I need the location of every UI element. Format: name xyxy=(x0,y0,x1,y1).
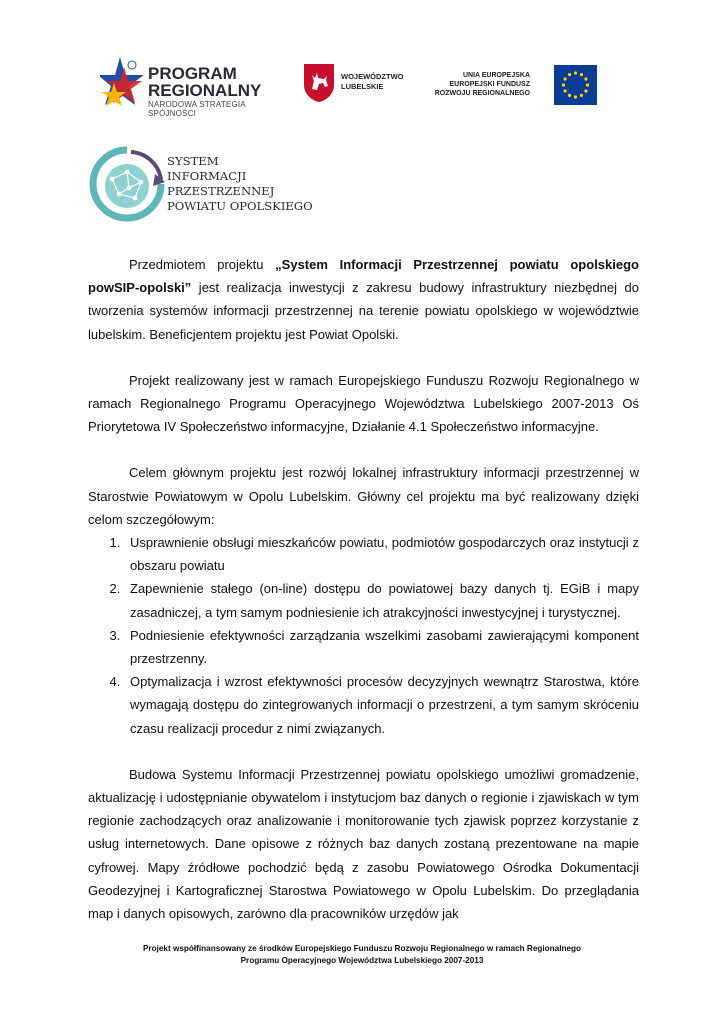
header-logos xyxy=(0,0,724,213)
p1-text-after: jest realizacja inwestycji z zakresu budowy infrastruktury niezbędnej do tworzenia systemów informacji przestrzennej na terenie powiatu opolskiego w województwie lubelskim. Beneficjentem projektu jest Powiat Opolski. xyxy=(88,280,639,342)
footer-cofinancing-note xyxy=(60,943,664,967)
wojewodztwo-line2: LUBELSKIE xyxy=(341,82,384,91)
program-regionalny-logo xyxy=(100,55,285,118)
sip-line2: INFORMACJI xyxy=(167,169,247,183)
paragraph-main-goal: Celem głównym projektu jest rozwój lokalnej infrastruktury informacji przestrzennej w Starostwie Powiatowym w Opolu Lubelskim. Główny cel projektu ma być realizowany dzięki celom szczegółowym: xyxy=(88,465,639,527)
sip-line1: SYSTEM xyxy=(167,154,219,168)
program-title-line2: REGIONALNY xyxy=(148,81,262,100)
p1-text-before: Przedmiotem projektu xyxy=(129,257,276,272)
eu-logo xyxy=(430,65,600,105)
footer-line1: Projekt współfinansowany ze środków Europejskiego Funduszu Rozwoju Regionalnego w ramach Regionalnego xyxy=(142,944,582,953)
project-name: „System Informacji Przestrzennej powiatu opolskiego powSIP-opolski” xyxy=(88,257,639,296)
program-subtitle: NARODOWA STRATEGIA SPÓJNOŚCI xyxy=(148,100,246,118)
paragraph-funding: Projekt realizowany jest w ramach Europejskiego Funduszu Rozwoju Regionalnego w ramach Regionalnego Programu Operacyjnego Województwa Lubelskiego 2007-2013 Oś Priorytetowa IV Społeczeństwo informacyjne, Działanie 4.1 Społeczeństwo informacyjne. xyxy=(88,372,639,435)
deer-shield-icon xyxy=(303,63,335,103)
globe-network-icon xyxy=(87,144,167,224)
paragraph-project-subject xyxy=(88,253,639,346)
sip-line4: POWIATU OPOLSKIEGO xyxy=(167,199,313,213)
list-item: 2. Zapewnienie stałego (on-line) dostępu do powiatowej bazy danych tj. EGiB i mapy zasadniczej, a tym samym podniesienie ich atrakcyjności inwestycyjnej i turystycznej. xyxy=(124,577,639,623)
list-item: 1. Usprawnienie obsługi mieszkańców powiatu, podmiotów gospodarczych oraz instytucji z obszaru powiatu xyxy=(124,531,639,577)
wojewodztwo-line1: WOJEWÓDZTWO xyxy=(341,72,404,81)
wojewodztwo-lubelskie-logo xyxy=(303,63,413,108)
document-body xyxy=(88,253,639,925)
program-title xyxy=(148,65,261,99)
goals-list xyxy=(88,531,639,740)
eu-line1: UNIA EUROPEJSKA xyxy=(462,72,530,79)
list-item: 4. Optymalizacja i wzrost efektywności procesów decyzyjnych wewnątrz Starostwa, które wymagają dostępu do zintegrowanych informacji o przestrzeni, a tym samym skróceniu czasu realizacji procedur z nimi związanych. xyxy=(124,670,639,740)
footer-line2: Programu Operacyjnego Województwa Lubelskiego 2007-2013 xyxy=(240,956,484,965)
eu-line2: EUROPEJSKI FUNDUSZ xyxy=(449,81,530,88)
star-icon xyxy=(100,55,146,115)
list-item: 3. Podniesienie efektywności zarządzania wszelkimi zasobami zawierającymi komponent przestrzenny. xyxy=(124,624,639,670)
eu-text xyxy=(430,71,530,98)
wojewodztwo-text xyxy=(341,72,404,92)
eu-flag-icon xyxy=(554,65,597,105)
sip-line3: PRZESTRZENNEJ xyxy=(167,184,275,198)
paragraph-system-description: Budowa Systemu Informacji Przestrzennej powiatu opolskiego umożliwi gromadzenie, aktualizację i udostępnianie obywatelom i instytucjom baz danych o regionie i zjawiskach w tym regionie zachodzących oraz analizowanie i monitorowanie tych zjawisk poprzez korzystanie z usług internetowych. Dane opisowe z różnych baz danych zostaną prezentowane na mapie cyfrowej. Mapy źródłowe pochodzić będą z zasobu Powiatowego Ośrodka Dokumentacji Geodezyjnej i Kartograficznej Starostwa Powiatowego w Opolu Lubelskim. Do przeglądania map i danych opisowych, zarówno dla pracowników urzędów jak xyxy=(88,766,639,922)
sip-logo xyxy=(87,140,327,235)
program-title-line1: PROGRAM xyxy=(148,64,237,83)
eu-line3: ROZWOJU REGIONALNEGO xyxy=(434,90,530,97)
sip-logo-text xyxy=(167,154,313,214)
